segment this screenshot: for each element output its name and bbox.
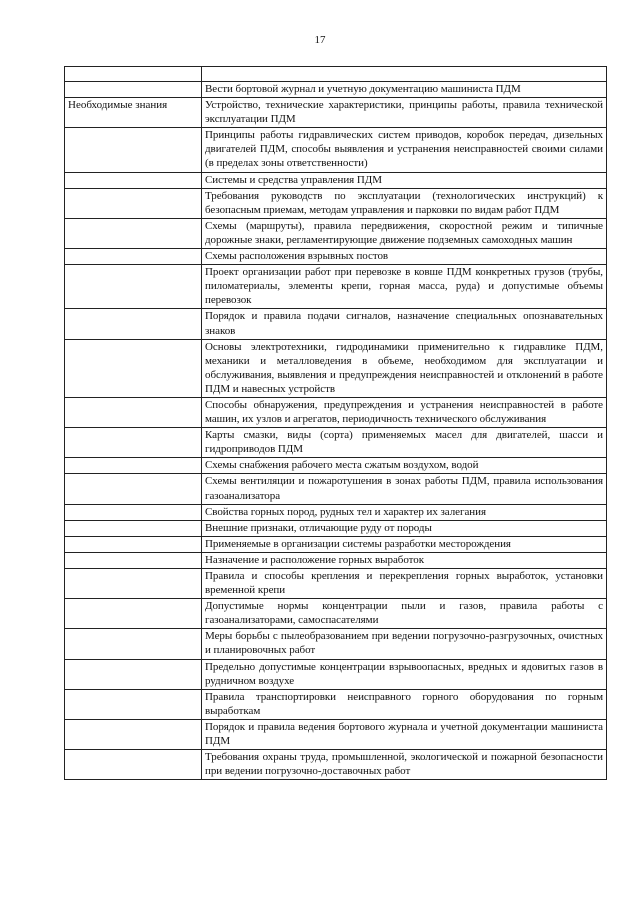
table-cell-description: Схемы (маршруты), правила передвижения, скоростной режим и типичные дорожные знаки, регламентирующие движение подземных самоходных машин	[202, 218, 607, 248]
table-cell-description: Карты смазки, виды (сорта) применяемых масел для двигателей, шасси и гидроприводов ПДМ	[202, 428, 607, 458]
table-cell-empty	[65, 249, 202, 265]
table-row	[65, 397, 607, 427]
table-row	[65, 249, 607, 265]
table-row	[65, 188, 607, 218]
table-row	[65, 218, 607, 248]
table-cell-empty	[65, 659, 202, 689]
table-row	[65, 82, 607, 98]
table-cell-empty	[65, 689, 202, 719]
table-cell-description: Свойства горных пород, рудных тел и характер их залегания	[202, 504, 607, 520]
table-cell-empty	[65, 128, 202, 172]
table-cell-description: Правила и способы крепления и перекрепления горных выработок, установки временной крепи	[202, 569, 607, 599]
table-cell-description: Требования охраны труда, промышленной, экологической и пожарной безопасности при ведении погрузочно-доставочных работ	[202, 750, 607, 780]
table-row	[65, 689, 607, 719]
table-cell-empty	[65, 309, 202, 339]
table-cell-empty	[65, 458, 202, 474]
table-row	[65, 719, 607, 749]
table-cell-empty	[65, 629, 202, 659]
table-row	[65, 520, 607, 536]
table-cell-description: Схемы вентиляции и пожаротушения в зонах работы ПДМ, правила использования газоанализатора	[202, 474, 607, 504]
table-row	[65, 569, 607, 599]
table-cell-empty	[65, 397, 202, 427]
table-cell-empty	[65, 218, 202, 248]
table-row	[65, 339, 607, 397]
table-cell-empty	[65, 750, 202, 780]
table-cell-description: Вести бортовой журнал и учетную документацию машиниста ПДМ	[202, 82, 607, 98]
table-row	[65, 504, 607, 520]
table-cell-description: Основы электротехники, гидродинамики применительно к гидравлике ПДМ, механики и металловедения в объеме, необходимом для эксплуатации и обслуживания, выявления и предупреждения неисправностей и отклонений в работе ПДМ и навесных устройств	[202, 339, 607, 397]
table-cell-description: Схемы расположения взрывных постов	[202, 249, 607, 265]
table-cell-empty	[65, 599, 202, 629]
table-cell-description: Системы и средства управления ПДМ	[202, 172, 607, 188]
table-cell-empty	[65, 569, 202, 599]
table-cell-description: Устройство, технические характеристики, принципы работы, правила технической эксплуатации ПДМ	[202, 98, 607, 128]
table-row	[65, 474, 607, 504]
table-cell-description: Назначение и расположение горных выработок	[202, 552, 607, 568]
table-cell-empty	[202, 67, 607, 82]
table-cell-description: Требования руководств по эксплуатации (технологических инструкций) к безопасным приемам, методам управления и парковки по видам работ ПДМ	[202, 188, 607, 218]
table-cell-empty	[65, 504, 202, 520]
table-row	[65, 552, 607, 568]
table-cell-empty	[65, 552, 202, 568]
table-row	[65, 309, 607, 339]
table-cell-description: Внешние признаки, отличающие руду от породы	[202, 520, 607, 536]
table-cell-description: Порядок и правила ведения бортового журнала и учетной документации машиниста ПДМ	[202, 719, 607, 749]
table-cell-empty	[65, 265, 202, 309]
table-cell-empty	[65, 474, 202, 504]
table-cell-empty	[65, 172, 202, 188]
table-row	[65, 428, 607, 458]
table-cell-description: Проект организации работ при перевозке в ковше ПДМ конкретных грузов (трубы, пиломатериалы, элементы крепи, горная масса, руда) и допустимые объемы перевозок	[202, 265, 607, 309]
table-cell-empty	[65, 339, 202, 397]
table-cell-empty	[65, 188, 202, 218]
table-cell-empty	[65, 428, 202, 458]
table-row	[65, 67, 607, 82]
table-cell-description: Порядок и правила подачи сигналов, назначение специальных опознавательных знаков	[202, 309, 607, 339]
table-cell-description: Правила транспортировки неисправного горного оборудования по горным выработкам	[202, 689, 607, 719]
table-row	[65, 599, 607, 629]
table-cell-empty	[65, 536, 202, 552]
table-cell-empty	[65, 67, 202, 82]
knowledge-requirements-table	[64, 66, 607, 780]
table-cell-description: Предельно допустимые концентрации взрывоопасных, вредных и ядовитых газов в рудничном воздухе	[202, 659, 607, 689]
table-cell-description: Меры борьбы с пылеобразованием при ведении погрузочно-разгрузочных, очистных и планировочных работ	[202, 629, 607, 659]
table-cell-empty	[65, 719, 202, 749]
table-row	[65, 750, 607, 780]
table-cell-description: Схемы снабжения рабочего места сжатым воздухом, водой	[202, 458, 607, 474]
table-cell-empty	[65, 520, 202, 536]
table-cell-description: Применяемые в организации системы разработки месторождения	[202, 536, 607, 552]
table-row	[65, 265, 607, 309]
table-row	[65, 172, 607, 188]
table-cell-empty	[65, 82, 202, 98]
table-cell-description: Принципы работы гидравлических систем приводов, коробок передач, дизельных двигателей ПДМ, способы выявления и устранения неисправностей своими силами (в пределах зоны ответственности)	[202, 128, 607, 172]
section-label: Необходимые знания	[65, 98, 202, 128]
table-cell-description: Допустимые нормы концентрации пыли и газов, правила работы с газоанализаторами, самоспасателями	[202, 599, 607, 629]
table-row	[65, 98, 607, 128]
table-row	[65, 536, 607, 552]
table-cell-description: Способы обнаружения, предупреждения и устранения неисправностей в работе машин, их узлов и агрегатов, периодичность технического обслуживания	[202, 397, 607, 427]
table-row	[65, 629, 607, 659]
table-row	[65, 458, 607, 474]
page-number: 17	[314, 34, 326, 46]
table-row	[65, 128, 607, 172]
table-row	[65, 659, 607, 689]
